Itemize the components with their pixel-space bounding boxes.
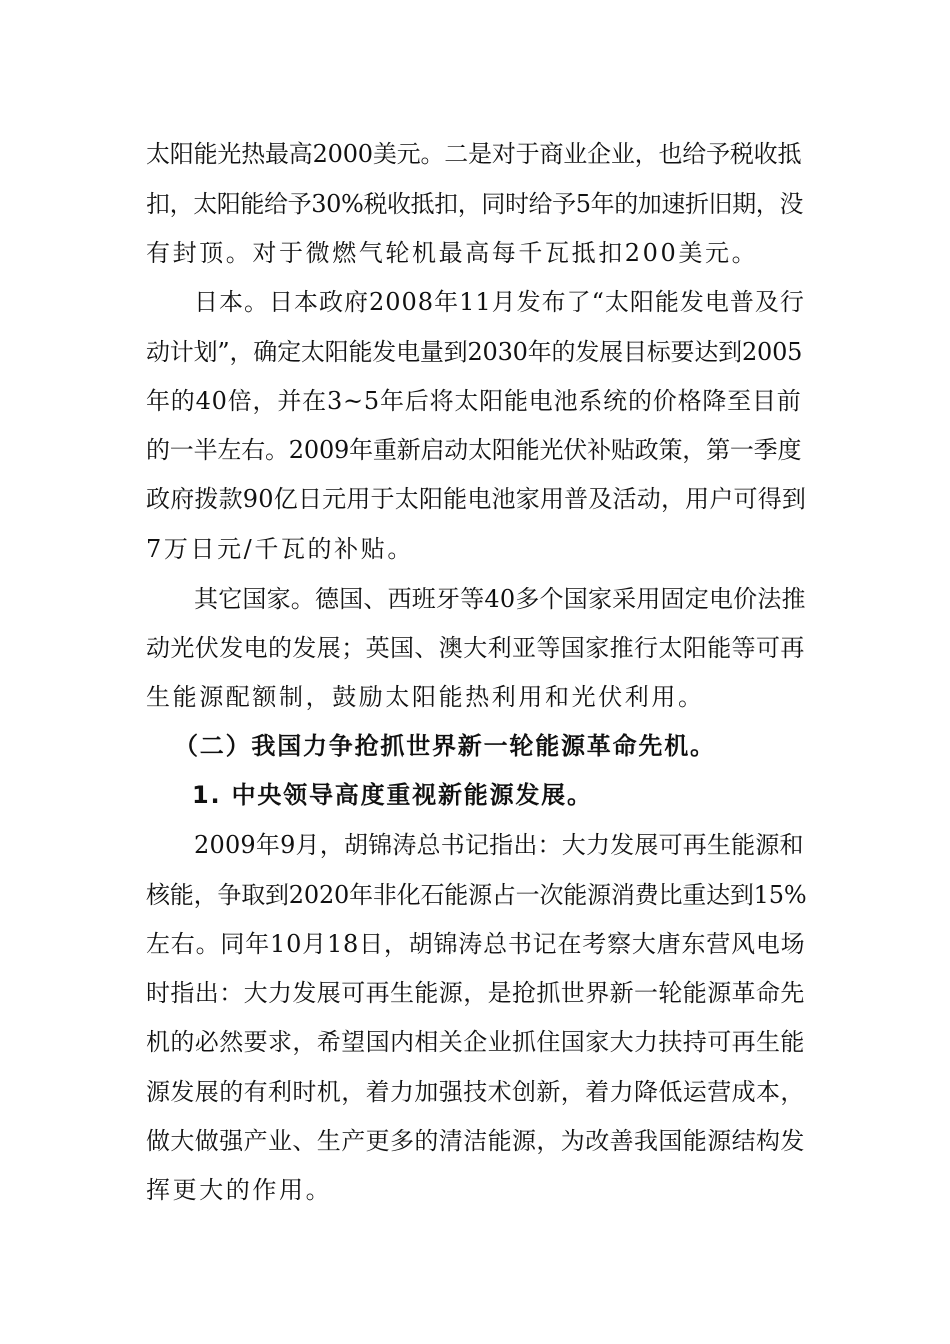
text-line: 挥更大的作用。: [146, 1176, 333, 1204]
text-line: 动计划”，确定太阳能发电量到2030年的发展目标要达到2005: [146, 338, 803, 366]
text-line: 有封顶。对于微燃气轮机最高每千瓦抵扣200美元。: [146, 239, 759, 267]
text-line: 生能源配额制，鼓励太阳能热利用和光伏利用。: [146, 683, 705, 711]
text-line: 源发展的有利时机，着力加强技术创新，着力降低运营成本，: [146, 1078, 805, 1106]
text-line: 7万日元/千瓦的补贴。: [146, 535, 414, 563]
paragraph-first-line: 其它国家。德国、西班牙等40多个国家采用固定电价法推: [194, 585, 806, 613]
text-line: 机的必然要求，希望国内相关企业抓住国家大力扶持可再生能: [146, 1028, 805, 1056]
text-line: 左右。同年10月18日，胡锦涛总书记在考察大唐东营风电场: [146, 930, 806, 958]
text-line: 扣，太阳能给予30%税收抵扣，同时给予5年的加速折旧期，没: [146, 190, 804, 218]
section-heading: （二）我国力争抢抓世界新一轮能源革命先机。: [174, 732, 716, 760]
text-line: 做大做强产业、生产更多的清洁能源，为改善我国能源结构发: [146, 1127, 805, 1155]
text-line: 政府拨款90亿日元用于太阳能电池家用普及活动，用户可得到: [146, 485, 807, 513]
subsection-heading: 1. 中央领导高度重视新能源发展。: [192, 781, 593, 809]
text-line: 时指出：大力发展可再生能源，是抢抓世界新一轮能源革命先: [146, 979, 805, 1007]
text-line: 核能，争取到2020年非化石能源占一次能源消费比重达到15%: [146, 881, 807, 909]
text-line: 动光伏发电的发展；英国、澳大利亚等国家推行太阳能等可再: [146, 634, 805, 662]
text-line: 年的40倍，并在3~5年后将太阳能电池系统的价格降至目前: [146, 387, 802, 415]
text-line: 的一半左右。2009年重新启动太阳能光伏补贴政策，第一季度: [146, 436, 802, 464]
paragraph-first-line: 日本。日本政府2008年11月发布了“太阳能发电普及行: [194, 288, 805, 316]
text-line: 太阳能光热最高2000美元。二是对于商业企业，也给予税收抵: [146, 140, 802, 168]
paragraph-first-line: 2009年9月，胡锦涛总书记指出：大力发展可再生能源和: [194, 831, 804, 859]
